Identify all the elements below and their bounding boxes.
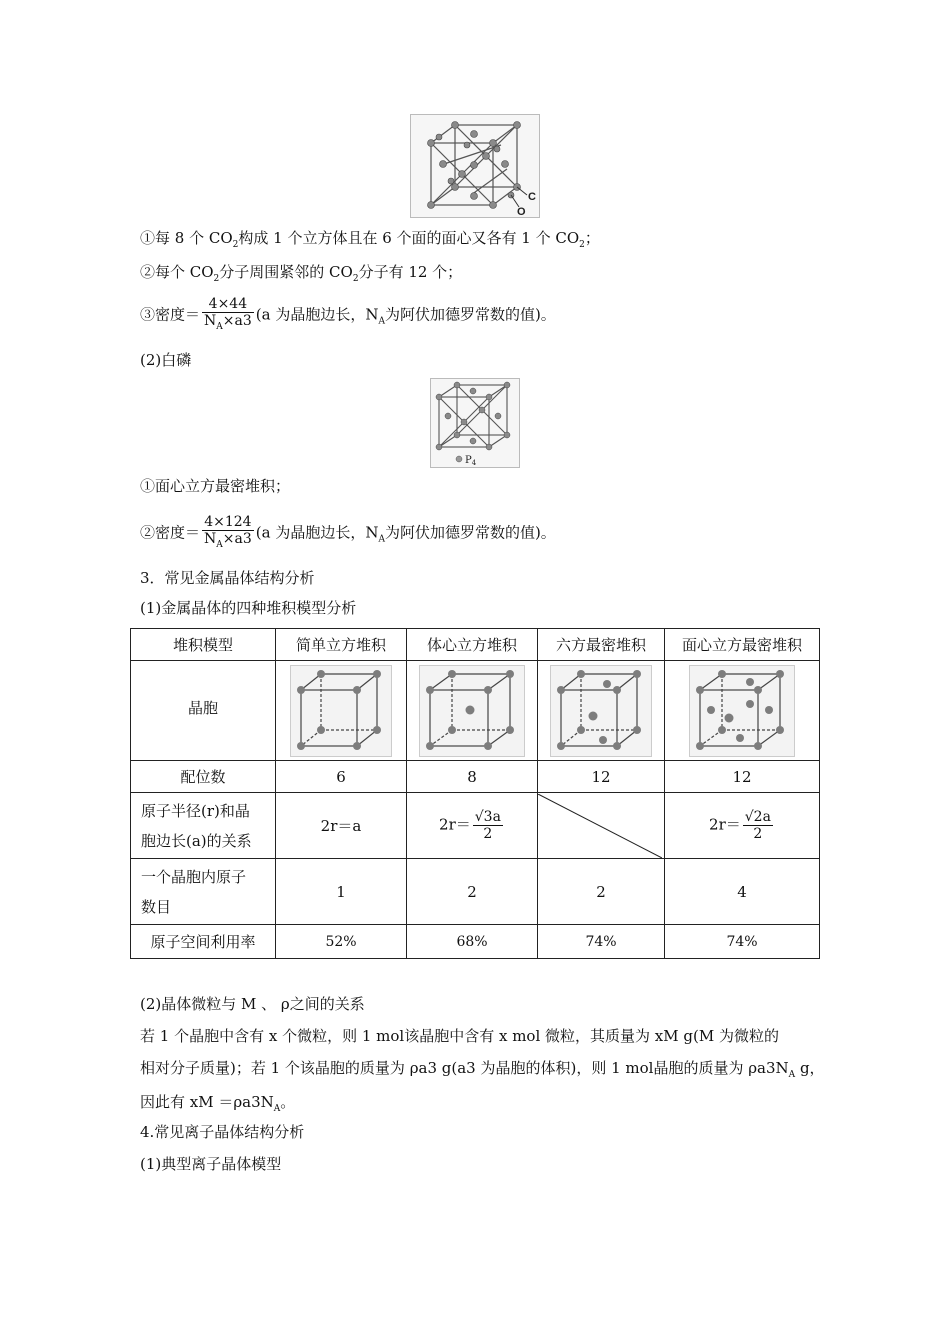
label-c: C bbox=[528, 191, 536, 203]
relation-line-3: 因此有 xM $=\rho a3N_A$。 bbox=[140, 1093, 296, 1114]
row-label: 一个晶胞内原子 数目 bbox=[131, 859, 276, 925]
p4-item-1: ①面心立方最密堆积； bbox=[140, 477, 291, 495]
metal-sub-heading: (1)金属晶体的四种堆积模型分析 bbox=[140, 599, 357, 617]
sc-cell-figure bbox=[276, 661, 407, 761]
p4-density: ②密度＝ $\frac{4\times 124}{N_A\times a3}$ (a 为晶胞边长，$N_A$为阿伏加德罗常数的值)。 bbox=[140, 514, 556, 550]
relation-line-2: 相对分子质量)；若 1 个该晶胞的质量为 ρa3 g(a3 为晶胞的体积)，则 1 mol晶胞的质量为 $\rho a3N_A$ g， bbox=[140, 1059, 825, 1080]
table-row bbox=[131, 761, 820, 793]
radius-sc: 2r＝a bbox=[276, 793, 407, 859]
relation-heading: (2)晶体微粒与 M 、 ρ之间的关系 bbox=[140, 995, 365, 1013]
hcp-cell-figure bbox=[538, 661, 665, 761]
relation-line-1: 若 1 个晶胞中含有 x 个微粒，则 1 mol该晶胞中含有 x mol 微粒，其质量为 xM g(M 为微粒的 bbox=[140, 1027, 779, 1045]
header-cell: 六方最密堆积 bbox=[538, 629, 665, 661]
p4-label: P bbox=[465, 455, 472, 466]
atoms-fcc: 4 bbox=[665, 859, 820, 925]
table-row bbox=[131, 629, 820, 661]
header-cell: 简单立方堆积 bbox=[276, 629, 407, 661]
coord-fcc: 12 bbox=[665, 761, 820, 793]
co2-item-1: ①每 8 个 $CO_2$构成 1 个立方体且在 6 个面的面心又各有 1 个 $CO_2$； bbox=[140, 229, 600, 250]
row-label: 配位数 bbox=[131, 761, 276, 793]
atoms-bcc: 2 bbox=[407, 859, 538, 925]
util-sc: 52% bbox=[276, 925, 407, 959]
header-cell: 体心立方堆积 bbox=[407, 629, 538, 661]
ionic-heading: 4.常见离子晶体结构分析 bbox=[140, 1123, 305, 1141]
row-label: 原子半径(r)和晶 胞边长(a)的关系 bbox=[131, 793, 276, 859]
label-o: O bbox=[517, 206, 526, 217]
header-cell: 面心立方最密堆积 bbox=[665, 629, 820, 661]
header-cell: 堆积模型 bbox=[131, 629, 276, 661]
row-label: 原子空间利用率 bbox=[131, 925, 276, 959]
radius-fcc: 2r＝ $\frac{√2a}{2}$ bbox=[665, 793, 820, 859]
p4-heading: (2)白磷 bbox=[140, 351, 192, 369]
radius-bcc: 2r＝ $\frac{√3a}{2}$ bbox=[407, 793, 538, 859]
fcc-cell-figure bbox=[665, 661, 820, 761]
coord-sc: 6 bbox=[276, 761, 407, 793]
bcc-cell-figure bbox=[407, 661, 538, 761]
util-bcc: 68% bbox=[407, 925, 538, 959]
util-hcp: 74% bbox=[538, 925, 665, 959]
atoms-sc: 1 bbox=[276, 859, 407, 925]
row-label: 晶胞 bbox=[131, 661, 276, 761]
util-fcc: 74% bbox=[665, 925, 820, 959]
atoms-hcp: 2 bbox=[538, 859, 665, 925]
svg-text:P4 bbox=[465, 455, 477, 467]
p4-crystal-figure bbox=[430, 378, 520, 468]
coord-bcc: 8 bbox=[407, 761, 538, 793]
table-row bbox=[131, 859, 820, 925]
table-row bbox=[131, 661, 820, 761]
ionic-sub-heading: (1)典型离子晶体模型 bbox=[140, 1155, 282, 1173]
table-row bbox=[131, 793, 820, 859]
p4-label-sub: 4 bbox=[471, 459, 477, 467]
co2-item-2: ②每个 $CO_2$分子周围紧邻的 $CO_2$分子有 12 个； bbox=[140, 263, 463, 284]
co2-density: ③密度＝ $\frac{4\times 44}{N_A\times a3}$ (a 为晶胞边长，$N_A$为阿伏加德罗常数的值)。 bbox=[140, 296, 556, 332]
metal-heading: 3．常见金属晶体结构分析 bbox=[140, 569, 315, 587]
metal-packing-table bbox=[130, 628, 820, 959]
table-row bbox=[131, 925, 820, 959]
radius-hcp-empty bbox=[538, 793, 665, 859]
co2-crystal-figure bbox=[410, 114, 540, 218]
coord-hcp: 12 bbox=[538, 761, 665, 793]
